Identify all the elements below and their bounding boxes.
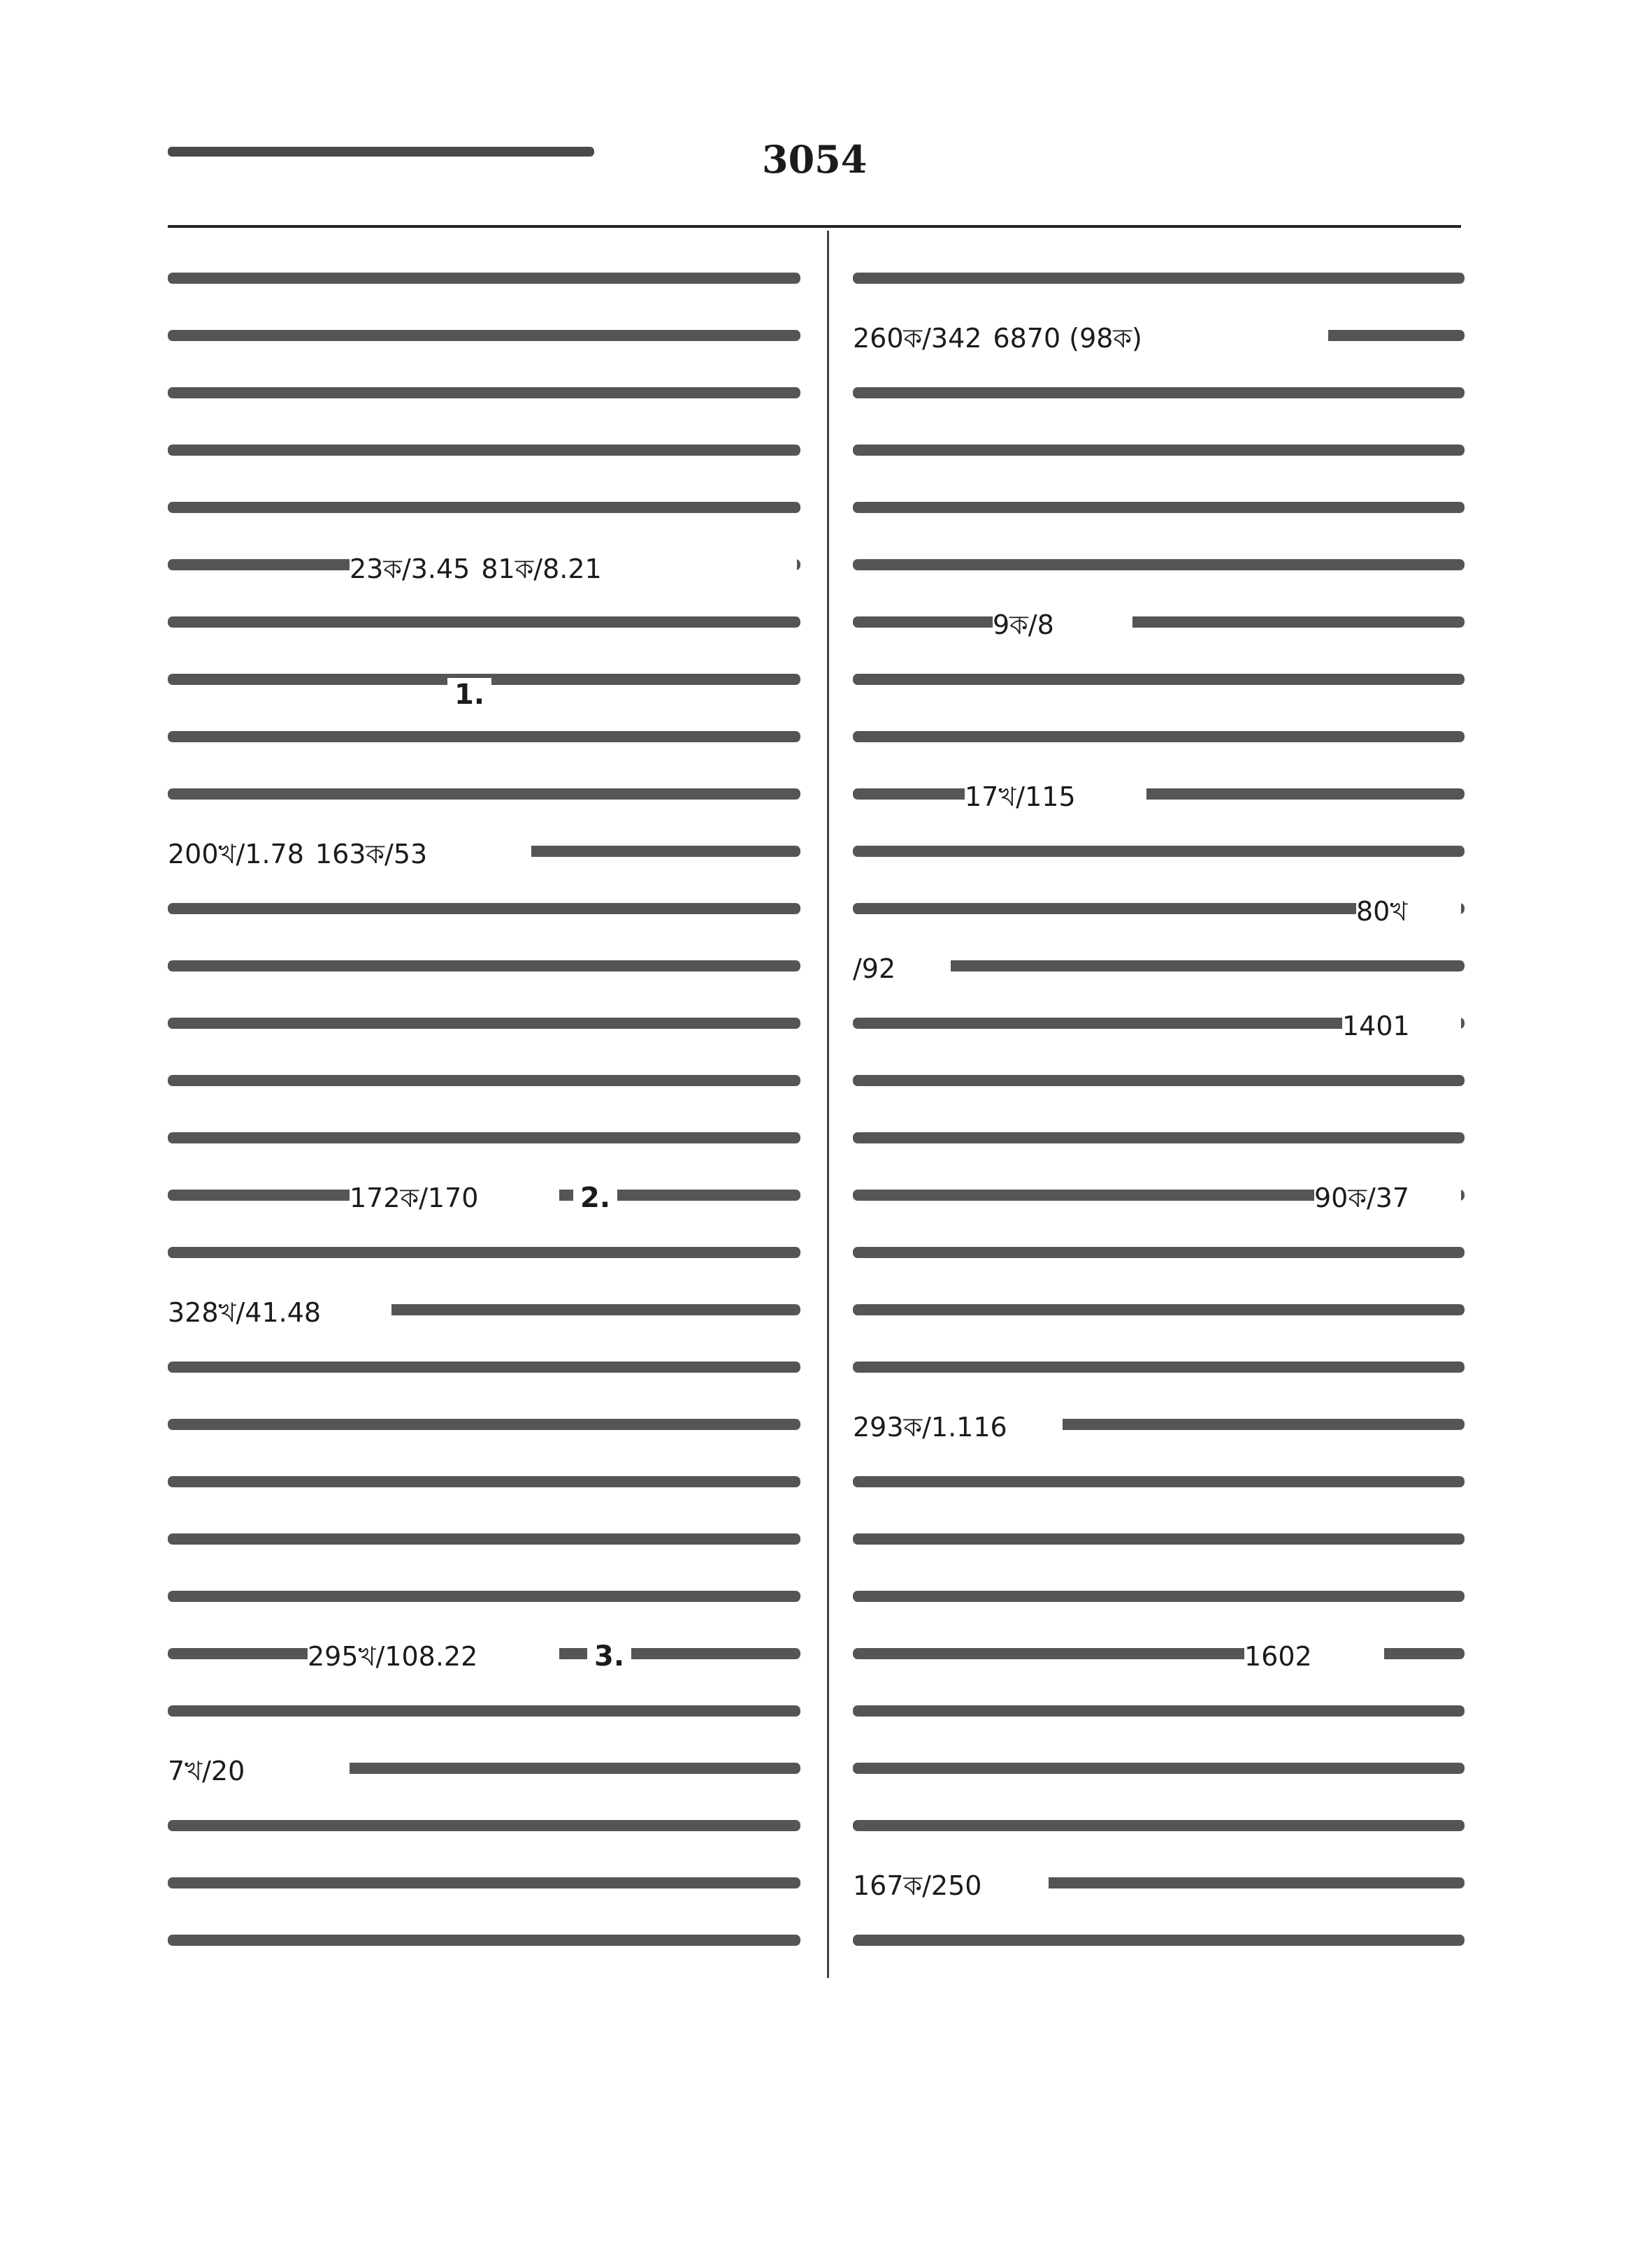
text-line [168,1877,800,1888]
reference-group [308,1640,559,1673]
text-line [853,731,1465,742]
text-line [168,502,800,513]
text-line [168,1935,800,1946]
bibliographic-reference: 17খ/115 [965,781,1076,812]
bibliographic-reference: 90ক/37 [1314,1183,1410,1213]
reference-group [1314,1181,1461,1215]
text-line [853,1705,1465,1717]
bibliographic-reference: 81ক/8.21 [481,554,602,584]
running-head-text [168,147,594,157]
text-line [168,1132,800,1143]
reference-group [853,322,1328,355]
text-line [168,445,800,456]
reference-group [1244,1640,1384,1673]
page-number: 3054 [762,137,868,182]
text-line [168,1820,800,1831]
sense-number: 3. [587,1640,631,1673]
text-line [168,1419,800,1430]
bibliographic-reference: 1401 [1342,1011,1410,1041]
text-line [168,1247,800,1258]
reference-group [168,1754,350,1788]
bibliographic-reference: 260ক/342 [853,323,982,354]
text-line [168,330,800,341]
text-line [853,502,1465,513]
text-line [168,1591,800,1602]
bibliographic-reference: /92 [853,953,896,984]
bibliographic-reference: 295খ/108.22 [308,1641,478,1672]
reference-group [1342,1009,1461,1043]
text-line [168,1533,800,1545]
bibliographic-reference: 328খ/41.48 [168,1297,322,1328]
text-line [168,616,800,628]
reference-group [853,1410,1063,1444]
text-line [853,1247,1465,1258]
bibliographic-reference: 172ক/170 [350,1183,479,1213]
left-column [168,252,804,1957]
text-line [168,1361,800,1373]
reference-group [350,1181,559,1215]
text-line [853,559,1465,570]
text-line [168,1018,800,1029]
text-line [853,616,1465,628]
column-divider [827,231,829,1978]
text-line [853,846,1465,857]
text-line [853,1763,1465,1774]
text-line [853,788,1465,800]
text-line [168,731,800,742]
bibliographic-reference: 23ক/3.45 [350,554,470,584]
text-line [168,960,800,972]
bibliographic-reference: 9ক/8 [993,609,1054,640]
text-line [853,1935,1465,1946]
reference-group [350,552,797,586]
bibliographic-reference: 167ক/250 [853,1870,982,1901]
text-line [853,387,1465,398]
sense-number: 2. [573,1181,617,1215]
bibliographic-reference: 293ক/1.116 [853,1412,1007,1443]
text-line [853,674,1465,685]
reference-group [168,837,531,871]
reference-group [168,1296,391,1329]
text-line [168,1476,800,1487]
bibliographic-reference: 163ক/53 [315,839,428,869]
text-line [853,1304,1465,1315]
sense-number: 1. [447,678,491,712]
bibliographic-reference: 1602 [1244,1641,1312,1672]
text-line [853,1820,1465,1831]
text-line [853,273,1465,284]
reference-group [853,952,951,985]
bibliographic-reference: 80খ [1356,896,1408,927]
right-column [853,252,1468,1957]
text-line [853,1132,1465,1143]
text-line [853,1533,1465,1545]
header-rule [168,225,1461,228]
text-line [853,445,1465,456]
text-line [853,1591,1465,1602]
text-line [168,1705,800,1717]
bibliographic-reference: 6870 (98ক) [993,323,1142,354]
text-line [168,788,800,800]
reference-group [965,780,1146,814]
reference-group [1356,895,1461,928]
text-line [168,903,800,914]
text-line [168,273,800,284]
bibliographic-reference: 7খ/20 [168,1756,245,1786]
text-line [853,1476,1465,1487]
text-line [168,387,800,398]
text-line [168,1075,800,1086]
bibliographic-reference: 200খ/1.78 [168,839,304,869]
reference-group [993,608,1132,642]
reference-group [853,1869,1049,1902]
text-line [853,1075,1465,1086]
text-line [853,1361,1465,1373]
